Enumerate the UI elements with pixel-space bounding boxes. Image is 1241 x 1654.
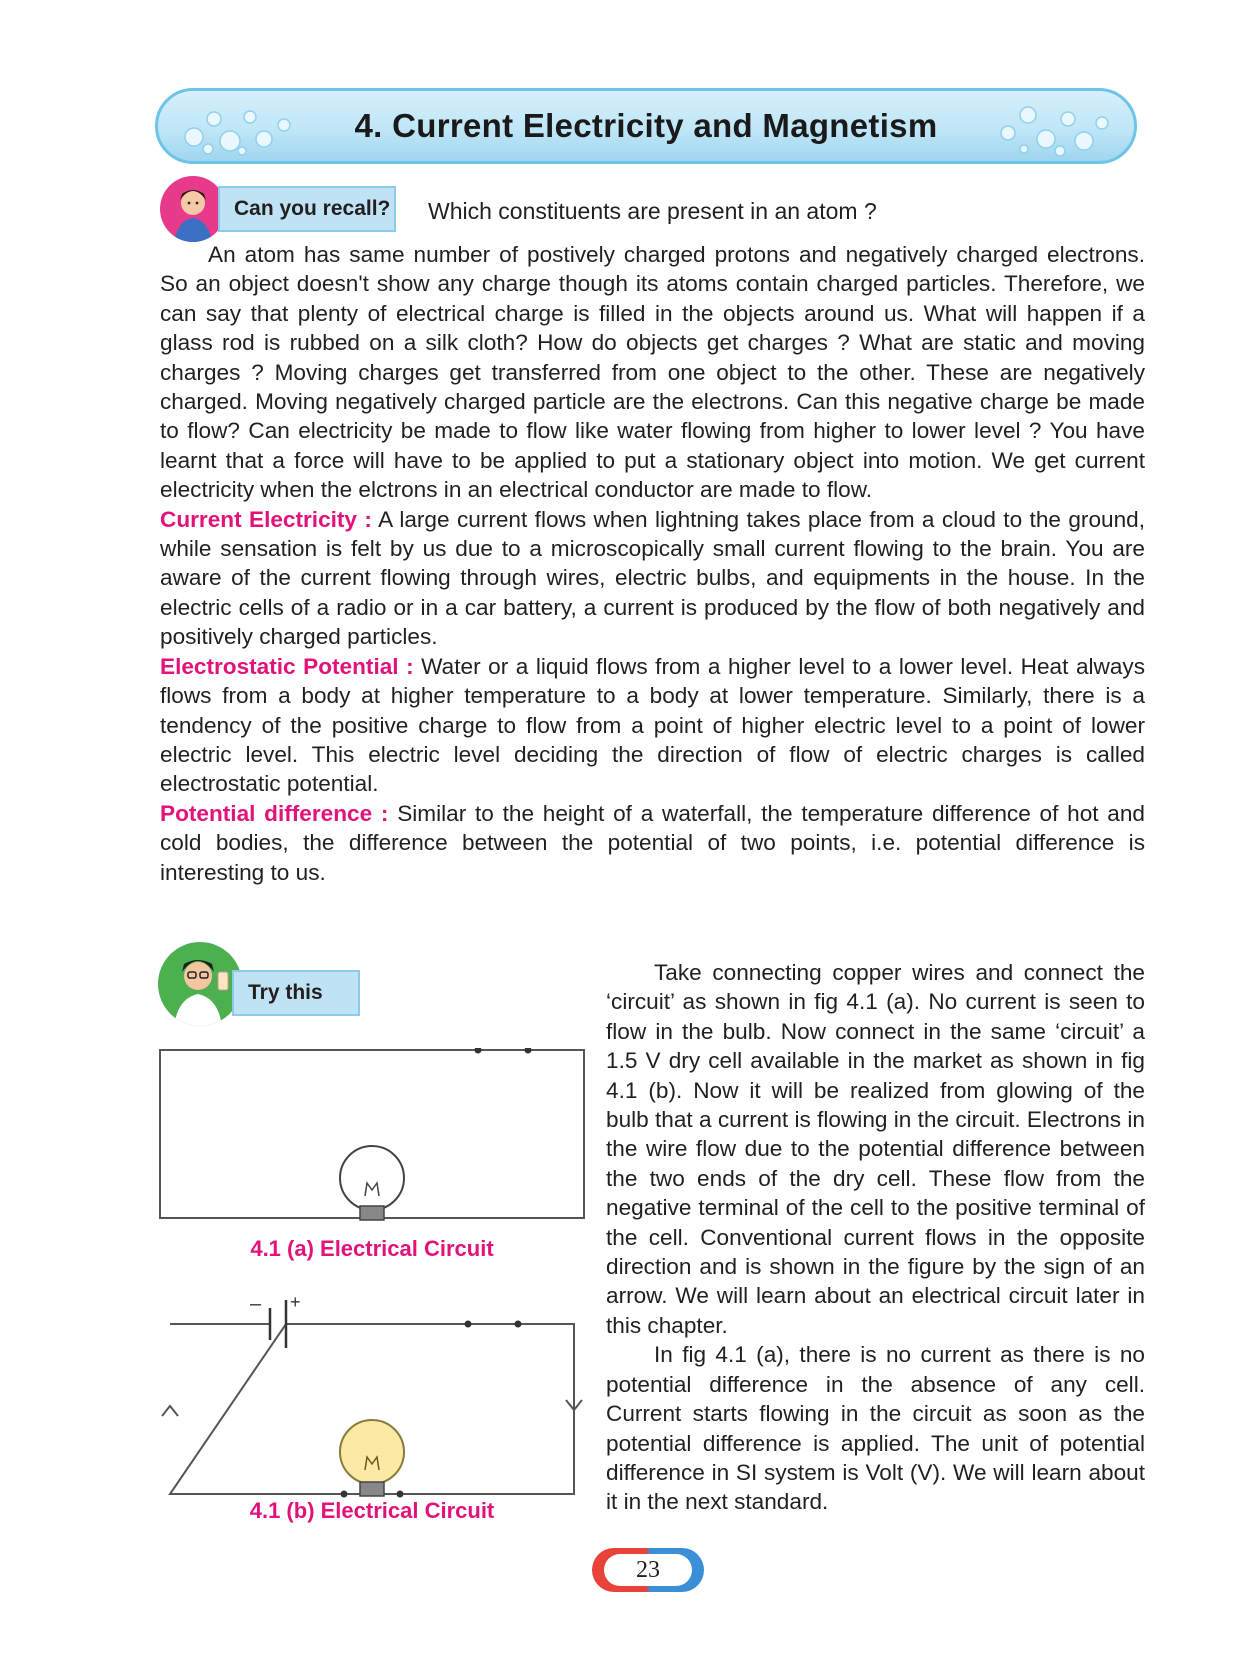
- electrostatic-potential-paragraph: [160, 652, 1145, 799]
- chapter-title: 4. Current Electricity and Magnetism: [354, 107, 938, 144]
- circuit-a-terminal-right: [525, 1048, 532, 1054]
- bulb-contact-left: [341, 1491, 348, 1498]
- recall-question: Which constituents are present in an atom ?: [428, 198, 877, 224]
- try-this-paragraph-2: In fig 4.1 (a), there is no current as there is no potential difference in the absence of any cell. Current starts flowing in the circuit as soon as the potential difference is applied. The unit of potential difference in SI system is Volt (V). We will learn about it in the next standard.: [606, 1342, 1145, 1515]
- chapter-banner: [155, 88, 1137, 164]
- main-text: [160, 240, 1145, 887]
- try-this-paragraph-1: Take connecting copper wires and connect the ‘circuit’ as shown in fig 4.1 (a). No current is seen to flow in the bulb. Now connect in the same ‘circuit’ a 1.5 V dry cell available in the market as shown in fig 4.1 (b). Now it will be realized from glowing of the bulb that a current is flowing in the circuit. Electrons in the wire flow due to the potential difference between the two ends of the dry cell. These flow from the negative terminal of the cell to the positive terminal of the cell. Conventional current flows in the opposite direction and is shown in the figure by the sign of an arrow. We will learn about an electrical circuit later in this chapter.: [606, 960, 1145, 1338]
- circuit-b-figure: [158, 1284, 586, 1504]
- recall-tag: Can you recall?: [218, 186, 396, 232]
- current-electricity-paragraph: [160, 505, 1145, 652]
- current-electricity-text: A large current flows when lightning takes place from a cloud to the ground, while sensation is felt by us due to a microscopically small current flowing to the brain. You are aware of the current flowing through wires, electric bulbs, and equipments in the house. In the electric cells of a radio or in a car battery, a current is produced by the flow of both negatively and positively charged particles.: [160, 506, 1145, 650]
- circuit-b-terminal-left: [465, 1321, 472, 1328]
- scientist-avatar: [158, 942, 242, 1026]
- page-number: 23: [604, 1554, 692, 1586]
- figure-a-caption: 4.1 (a) Electrical Circuit: [250, 1236, 494, 1261]
- potential-difference-term: Potential difference :: [160, 800, 389, 826]
- electrostatic-potential-term: Electrostatic Potential :: [160, 653, 414, 679]
- potential-difference-text: Similar to the height of a waterfall, the temperature difference of hot and cold bodies, the difference between the potential of two points, i.e. potential difference is interesting to us.: [160, 800, 1145, 885]
- electrostatic-potential-text: Water or a liquid flows from a higher level to a lower level. Heat always flows from a body at higher temperature to a body at lower temperature. Similarly, there is a tendency of the positive charge to flow from a point of higher electric level to a point of lower electric level. This electric level deciding the direction of flow of electric charges is called electrostatic potential.: [160, 653, 1146, 797]
- current-electricity-term: Current Electricity :: [160, 506, 372, 532]
- bulb-contact-right: [397, 1491, 404, 1498]
- cell-plus-sign: +: [290, 1292, 301, 1312]
- cell-minus-sign: –: [250, 1293, 262, 1315]
- circuit-b-terminal-right: [515, 1321, 522, 1328]
- girl-thinking-avatar: [160, 176, 226, 242]
- current-arrow-up-icon: [162, 1406, 178, 1416]
- dry-cell-icon: [270, 1300, 286, 1348]
- bulb-unlit-icon: [340, 1146, 404, 1220]
- potential-difference-paragraph: [160, 799, 1145, 887]
- intro-paragraph: An atom has same number of postively charged protons and negatively charged electrons. So an object doesn't show any charge though its atoms contain charged particles. Therefore, we can say that plenty of electrical charge is filled in the objects around us. What will happen if a glass rod is rubbed on a silk cloth? How do objects get charges ? What are static and moving charges ? Moving charges get transferred from one object to the other. These are negatively charged. Moving negatively charged particle are the electrons. Can this negative charge be made to flow? Can electricity be made to flow like water flowing from higher to lower level ? You have learnt that a force will have to be applied to put a stationary object into motion. We get current electricity when the elctrons in an electrical conductor are made to flow.: [160, 242, 1145, 503]
- circuit-a-terminal-left: [475, 1048, 482, 1054]
- bulb-glowing-icon: [340, 1420, 404, 1496]
- try-this-text: [606, 958, 1145, 1517]
- circuit-a-figure: [158, 1048, 586, 1228]
- try-this-tag: Try this: [232, 970, 360, 1016]
- figure-b-caption: 4.1 (b) Electrical Circuit: [249, 1498, 495, 1523]
